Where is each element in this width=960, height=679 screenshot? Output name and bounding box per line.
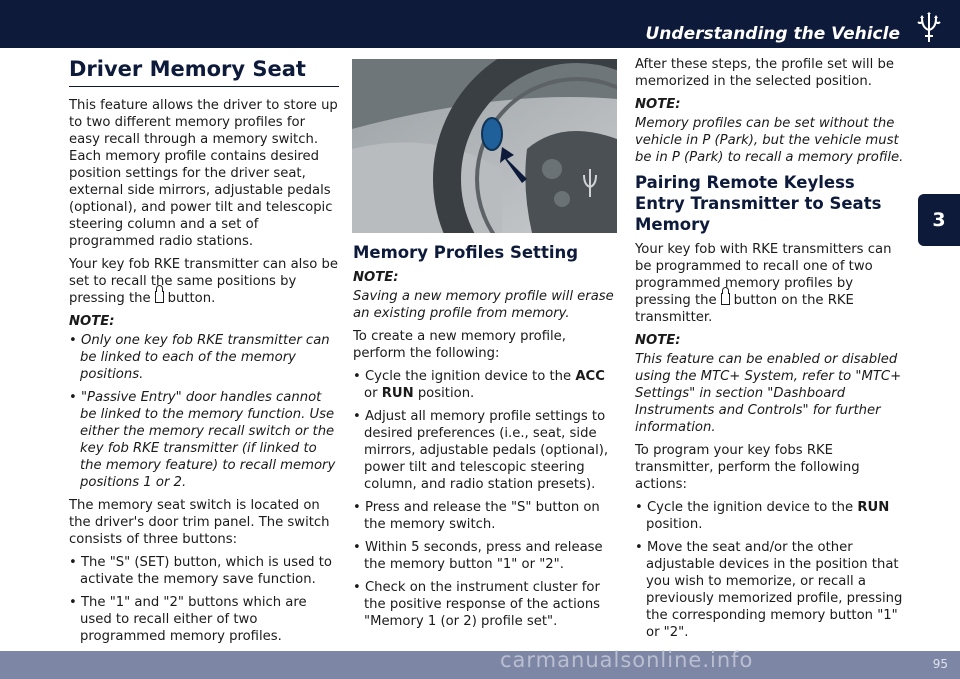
note-label: NOTE: xyxy=(69,314,115,329)
note-label: NOTE: xyxy=(635,97,681,112)
list-item: • Check on the instrument cluster for the positive response of the actions "Memory 1 (or 2) profile set". xyxy=(353,580,601,629)
intro-paragraph: To create a new memory profile, perform the following: xyxy=(353,329,566,361)
fob-text: Your key fob RKE transmitter can also be set to recall the same positions by pressing the xyxy=(69,257,338,306)
list-item: • Move the seat and/or the other adjustable devices in the position that you wish to memorize, or recall a previously memorized profile, pressing the corresponding memory button "1" or "2". xyxy=(635,540,903,640)
fob-paragraph xyxy=(69,256,339,307)
fob-text-end: button. xyxy=(167,291,216,306)
footer-bar xyxy=(0,651,960,679)
fob-paragraph xyxy=(635,241,907,326)
note-label: NOTE: xyxy=(635,333,681,348)
acc-label: ACC xyxy=(575,369,605,384)
switch-paragraph: The memory seat switch is located on the driver's door trim panel. The switch consists of three buttons: xyxy=(69,498,330,547)
list-item: • The "S" (SET) button, which is used to activate the memory save function. xyxy=(69,555,332,587)
intro-paragraph: This feature allows the driver to store up to two different memory profiles for easy recall through a memory switch. Each memory profile contains desired position settings for the driver seat, external side mirrors, adjustable pedals (optional), and power tilt and telescopic steering column and a set of programmed radio stations. xyxy=(69,98,338,249)
column-driver-memory-seat xyxy=(69,56,339,651)
lock-icon xyxy=(721,293,730,305)
list-item xyxy=(353,368,621,402)
trident-logo-icon xyxy=(914,12,944,44)
note-item: • Only one key fob RKE transmitter can be linked to each of the memory positions. xyxy=(69,333,330,382)
program-intro: To program your key fobs RKE transmitter, perform the following actions: xyxy=(635,443,860,492)
section-heading: Memory Profiles Setting xyxy=(353,243,579,262)
fob-text-end: button on the RKE transmitter. xyxy=(635,293,854,325)
step-text: • Cycle the ignition device to the xyxy=(635,500,854,515)
list-item: • The "1" and "2" buttons which are used to recall either of two programmed memory profiles. xyxy=(69,595,307,644)
lock-icon xyxy=(155,291,164,303)
note-item: • "Passive Entry" door handles cannot be linked to the memory function. Use either the memory recall switch or the key fob RKE transmitter (if linked to the memory feature) to recall memory positions 1 or 2. xyxy=(69,390,336,490)
note-text: This feature can be enabled or disabled using the MTC+ System, refer to "MTC+ Settings" in section "Dashboard Instruments and Controls" for further information. xyxy=(635,352,902,435)
list-item xyxy=(635,499,907,533)
list-item: • Within 5 seconds, press and release the memory button "1" or "2". xyxy=(353,540,603,572)
list-item: • Adjust all memory profile settings to desired preferences (i.e., seat, side mirrors, adjustable pedals (optional), power tilt and telescopic steering column, and radio station presets). xyxy=(353,409,609,492)
chapter-tab[interactable]: 3 xyxy=(918,194,960,246)
page-header-title: Understanding the Vehicle xyxy=(645,24,900,44)
after-steps-paragraph: After these steps, the profile set will be memorized in the selected position. xyxy=(635,57,894,89)
section-heading: Driver Memory Seat xyxy=(69,56,339,87)
note-label: NOTE: xyxy=(353,270,399,285)
note-text: Saving a new memory profile will erase an existing profile from memory. xyxy=(353,289,614,321)
or-text: or xyxy=(364,386,378,401)
run-label: RUN xyxy=(857,500,890,515)
memory-switch-photo xyxy=(352,59,617,233)
step-text-end: position. xyxy=(417,386,475,401)
column-memory-profiles-setting xyxy=(353,240,621,636)
fob-text: Your key fob with RKE transmitters can be programmed to recall one of two programmed memory profiles by pressing the xyxy=(635,242,892,308)
step-text-end: position. xyxy=(646,517,703,532)
step-text: • Cycle the ignition device to the xyxy=(353,369,572,384)
section-heading: Pairing Remote Keyless Entry Transmitter to Seats Memory xyxy=(635,173,882,234)
list-item: • Press and release the "S" button on the memory switch. xyxy=(353,500,600,532)
page-number: 95 xyxy=(932,657,948,671)
column-pairing-rke xyxy=(635,56,907,647)
watermark: carmanualsonline.info xyxy=(500,648,754,672)
run-label: RUN xyxy=(381,386,414,401)
note-text: Memory profiles can be set without the vehicle in P (Park), but the vehicle must be in P (Park) to recall a memory profile. xyxy=(635,116,904,165)
